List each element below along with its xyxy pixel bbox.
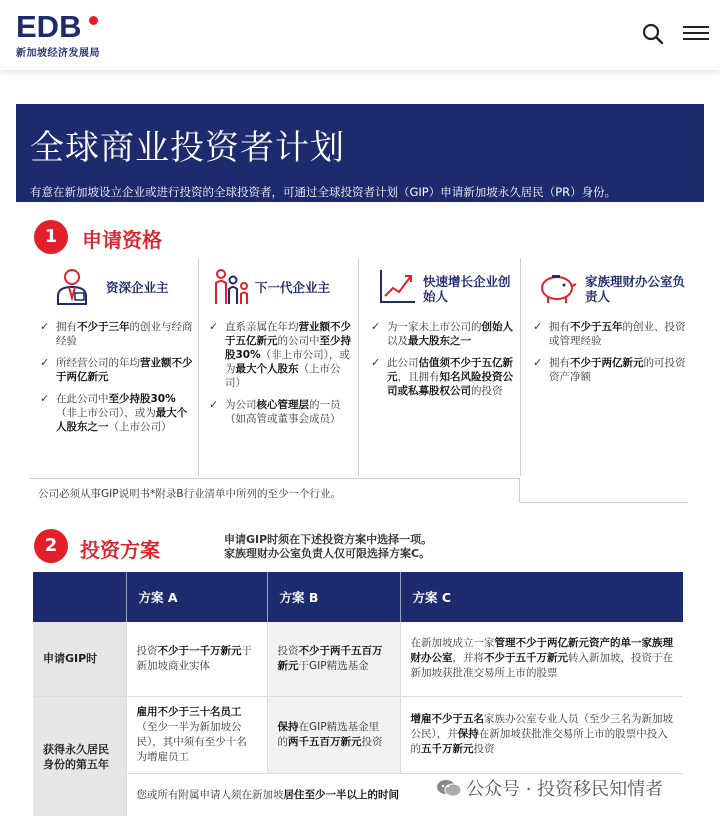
table-row bbox=[33, 696, 683, 773]
criteria-item: ✓ 在此公司中至少持股30%（非上市公司），或为最大个人股东之一（上市公司） bbox=[38, 392, 194, 434]
section-1-number: 1 bbox=[34, 220, 68, 254]
table-header-row bbox=[33, 572, 683, 622]
divider bbox=[520, 502, 688, 503]
section-2-title: 投资方案 bbox=[80, 538, 160, 562]
eligibility-card-next-gen bbox=[198, 258, 358, 476]
table-cell: 投资不少于一千万新元于新加坡商业实体 bbox=[126, 622, 267, 696]
table-header-cell bbox=[33, 572, 126, 622]
criteria-item: ✓ 拥有不少于五年的创业、投资或管理经验 bbox=[531, 320, 687, 348]
eligibility-card-senior-owner bbox=[30, 258, 198, 476]
criteria-item: ✓ 为一家未上市公司的创始人以及最大股东之一 bbox=[369, 320, 517, 348]
growth-chart-icon bbox=[377, 266, 417, 306]
row-label: 获得永久居民身份的第五年 bbox=[33, 696, 126, 816]
section-1-title: 申请资格 bbox=[82, 228, 162, 252]
table-header-cell: 方案 B bbox=[267, 572, 400, 622]
row-label: 申请GIP时 bbox=[33, 622, 126, 696]
table-cell: 雇用不少于三十名员工（至少一半为新加坡公民），其中须有至少十名为增雇员工 bbox=[126, 696, 267, 773]
family-icon bbox=[211, 266, 251, 306]
criteria-item: ✓ 所经营公司的年均营业额不少于两亿新元 bbox=[38, 356, 194, 384]
logo-subtitle: 新加坡经济发展局 bbox=[16, 48, 100, 59]
eligibility-card-founder bbox=[358, 258, 520, 476]
hero-banner bbox=[16, 104, 704, 202]
businessman-icon bbox=[52, 266, 92, 306]
criteria-item: ✓ 直系亲属在年均营业额不少于五亿新元的公司中至少持股30%（非上市公司），或为最大个人股东（上市公司） bbox=[207, 320, 355, 390]
criteria-item: ✓ 拥有不少于三年的创业与经商经验 bbox=[38, 320, 194, 348]
piggy-bank-icon bbox=[535, 266, 579, 306]
page-title: 全球商业投资者计划 bbox=[30, 128, 345, 168]
wechat-icon bbox=[436, 778, 462, 798]
eligibility-card-family-office bbox=[520, 258, 688, 476]
intro-line: 家族理财办公室负责人仅可限选择方案C。 bbox=[224, 547, 431, 560]
table-cell: 投资不少于两千五百万新元于GIP精选基金 bbox=[267, 622, 400, 696]
card-title: 资深企业主 bbox=[106, 280, 169, 295]
banner-subtitle: 有意在新加坡设立企业或进行投资的全球投资者，可通过全球投资者计划（GIP）申请新加坡永久居民（PR）身份。 bbox=[30, 185, 617, 199]
table-cell: 您或所有附属申请人须在新加坡居住至少一半以上的时间 bbox=[126, 773, 683, 816]
table-cell: 增雇不少于五名家族办公室专业人员（至少三名为新加坡公民），并保持在新加坡获批准交易所上市的股票中投入的五千万新元投资 bbox=[400, 696, 683, 773]
logo-dot-icon bbox=[89, 16, 98, 25]
card-title: 快速增长企业创始人 bbox=[423, 274, 511, 304]
card-title: 下一代企业主 bbox=[255, 280, 331, 295]
wechat-watermark bbox=[436, 775, 663, 801]
table-cell: 在新加坡成立一家管理不少于两亿新元资产的单一家族理财办公室，并将不少于五千万新元转入新加坡，投资于在新加坡获批准交易所上市的股票 bbox=[400, 622, 683, 696]
table-header-cell: 方案 C bbox=[400, 572, 683, 622]
section-2-intro bbox=[224, 533, 432, 561]
hamburger-menu-icon[interactable] bbox=[683, 26, 709, 42]
card-title: 家族理财办公室负责人 bbox=[585, 274, 686, 304]
table-cell: 保持在GIP精选基金里的两千五百万新元投资 bbox=[267, 696, 400, 773]
intro-line: 申请GIP时须在下述投资方案中选择一项。 bbox=[224, 533, 433, 546]
watermark-text: 公众号 · 投资移民知情者 bbox=[466, 779, 664, 800]
criteria-item: ✓ 此公司估值须不少于五亿新元，且拥有知名风险投资公司或私募股权公司的投资 bbox=[369, 356, 517, 398]
section-2-number: 2 bbox=[34, 529, 68, 563]
edb-logo[interactable]: EDB bbox=[16, 9, 82, 44]
top-navigation-bar bbox=[0, 0, 720, 70]
table-header-cell: 方案 A bbox=[126, 572, 267, 622]
criteria-item: ✓ 为公司核心管理层的一员（如高管或董事会成员） bbox=[207, 398, 355, 426]
criteria-item: ✓ 拥有不少于两亿新元的可投资资产净额 bbox=[531, 356, 687, 384]
search-icon[interactable] bbox=[642, 23, 664, 45]
table-row bbox=[33, 622, 683, 696]
industry-note: 公司必须从事GIP说明书*附录B行业清单中所列的至少一个行业。 bbox=[30, 478, 520, 503]
